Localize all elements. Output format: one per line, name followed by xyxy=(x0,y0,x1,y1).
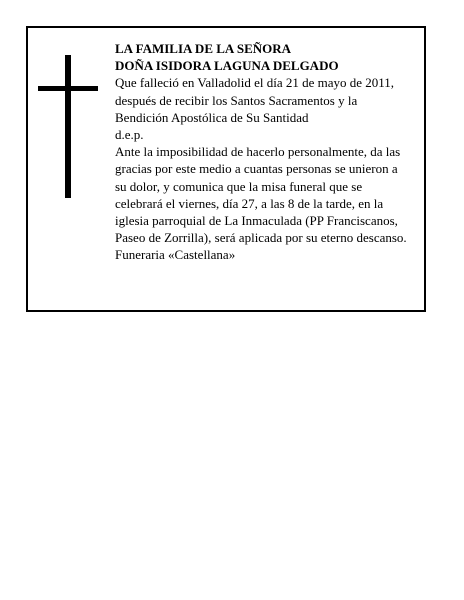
cross-horizontal-bar xyxy=(38,86,98,91)
notice-body-line: d.e.p. xyxy=(115,127,144,143)
notice-body-line: Paseo de Zorrilla), será aplicada por su eterno descanso. xyxy=(115,230,407,246)
notice-heading-family: LA FAMILIA DE LA SEÑORA xyxy=(115,41,292,56)
notice-heading-deceased-name: DOÑA ISIDORA LAGUNA DELGADO xyxy=(115,58,339,74)
notice-body-line: celebrará el viernes, día 27, a las 8 de la tarde, en la xyxy=(115,195,384,211)
cross-vertical-bar xyxy=(65,55,71,198)
notice-body-line: gracias por este medio a cuantas personas se unieron a xyxy=(115,161,398,177)
notice-body-line: Que falleció en Valladolid el día 21 de mayo de 2011, xyxy=(115,75,395,91)
notice-funeral-home: Funeraria «Castellana» xyxy=(115,247,236,263)
notice-text xyxy=(115,40,423,264)
cross-icon xyxy=(38,55,98,198)
obituary-notice xyxy=(26,26,426,312)
notice-body-line: Ante la imposibilidad de hacerlo personalmente, da las xyxy=(115,144,401,160)
notice-body-line: Bendición Apostólica de Su Santidad xyxy=(115,109,309,125)
notice-body-line: iglesia parroquial de La Inmaculada (PP Franciscanos, xyxy=(115,213,398,229)
notice-body-line: después de recibir los Santos Sacramentos y la xyxy=(115,92,358,108)
notice-body-line: su dolor, y comunica que la misa funeral que se xyxy=(115,178,363,194)
